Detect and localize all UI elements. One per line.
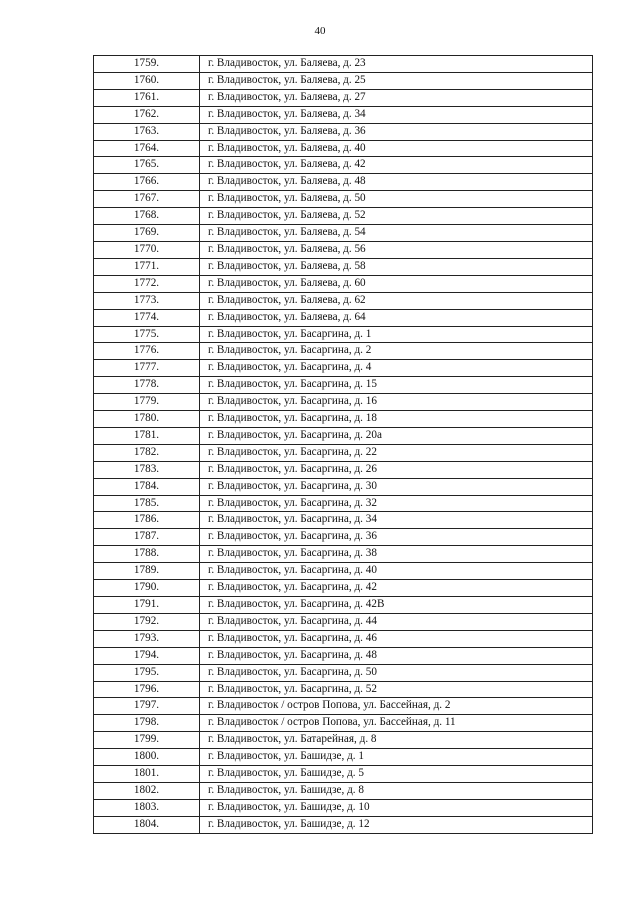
row-number: 1787. <box>94 529 200 546</box>
row-number: 1803. <box>94 799 200 816</box>
table-row <box>94 799 593 816</box>
row-address: г. Владивосток, ул. Басаргина, д. 16 <box>200 394 593 411</box>
row-address: г. Владивосток, ул. Басаргина, д. 44 <box>200 613 593 630</box>
row-address: г. Владивосток, ул. Басаргина, д. 50 <box>200 664 593 681</box>
table-row <box>94 72 593 89</box>
address-table-body <box>94 56 593 834</box>
table-row <box>94 749 593 766</box>
row-number: 1800. <box>94 749 200 766</box>
table-row <box>94 782 593 799</box>
row-number: 1784. <box>94 478 200 495</box>
row-number: 1773. <box>94 292 200 309</box>
table-row <box>94 681 593 698</box>
table-row <box>94 529 593 546</box>
table-row <box>94 461 593 478</box>
row-number: 1799. <box>94 732 200 749</box>
row-number: 1780. <box>94 411 200 428</box>
table-row <box>94 191 593 208</box>
row-address: г. Владивосток, ул. Баляева, д. 27 <box>200 89 593 106</box>
table-row <box>94 427 593 444</box>
row-address: г. Владивосток, ул. Басаргина, д. 34 <box>200 512 593 529</box>
table-row <box>94 546 593 563</box>
table-row <box>94 377 593 394</box>
table-row <box>94 512 593 529</box>
row-address: г. Владивосток, ул. Баляева, д. 58 <box>200 258 593 275</box>
row-number: 1762. <box>94 106 200 123</box>
row-number: 1794. <box>94 647 200 664</box>
row-address: г. Владивосток, ул. Башидзе, д. 1 <box>200 749 593 766</box>
row-address: г. Владивосток / остров Попова, ул. Бассейная, д. 2 <box>200 698 593 715</box>
table-row <box>94 326 593 343</box>
table-row <box>94 647 593 664</box>
row-number: 1802. <box>94 782 200 799</box>
table-row <box>94 478 593 495</box>
row-address: г. Владивосток, ул. Басаргина, д. 2 <box>200 343 593 360</box>
row-number: 1771. <box>94 258 200 275</box>
row-address: г. Владивосток, ул. Баляева, д. 40 <box>200 140 593 157</box>
table-row <box>94 258 593 275</box>
row-number: 1781. <box>94 427 200 444</box>
table-row <box>94 343 593 360</box>
table-row <box>94 664 593 681</box>
table-row <box>94 292 593 309</box>
row-address: г. Владивосток, ул. Баляева, д. 50 <box>200 191 593 208</box>
table-row <box>94 106 593 123</box>
row-number: 1795. <box>94 664 200 681</box>
table-row <box>94 444 593 461</box>
row-address: г. Владивосток, ул. Басаргина, д. 40 <box>200 563 593 580</box>
row-address: г. Владивосток, ул. Баляева, д. 48 <box>200 174 593 191</box>
row-address: г. Владивосток, ул. Басаргина, д. 42В <box>200 597 593 614</box>
row-address: г. Владивосток, ул. Баляева, д. 56 <box>200 241 593 258</box>
row-address: г. Владивосток, ул. Басаргина, д. 46 <box>200 630 593 647</box>
row-address: г. Владивосток, ул. Басаргина, д. 52 <box>200 681 593 698</box>
row-number: 1769. <box>94 225 200 242</box>
row-address: г. Владивосток, ул. Баляева, д. 25 <box>200 72 593 89</box>
row-number: 1767. <box>94 191 200 208</box>
row-number: 1765. <box>94 157 200 174</box>
row-number: 1761. <box>94 89 200 106</box>
row-number: 1792. <box>94 613 200 630</box>
row-address: г. Владивосток, ул. Басаргина, д. 42 <box>200 580 593 597</box>
table-row <box>94 225 593 242</box>
row-number: 1759. <box>94 56 200 73</box>
table-row <box>94 411 593 428</box>
table-row <box>94 140 593 157</box>
row-number: 1766. <box>94 174 200 191</box>
row-number: 1793. <box>94 630 200 647</box>
row-address: г. Владивосток, ул. Баляева, д. 62 <box>200 292 593 309</box>
row-number: 1782. <box>94 444 200 461</box>
row-address: г. Владивосток, ул. Басаргина, д. 32 <box>200 495 593 512</box>
row-number: 1764. <box>94 140 200 157</box>
row-number: 1790. <box>94 580 200 597</box>
row-number: 1777. <box>94 360 200 377</box>
row-number: 1783. <box>94 461 200 478</box>
row-number: 1786. <box>94 512 200 529</box>
table-row <box>94 563 593 580</box>
row-number: 1801. <box>94 766 200 783</box>
row-number: 1768. <box>94 208 200 225</box>
row-number: 1796. <box>94 681 200 698</box>
address-table <box>93 55 593 834</box>
table-row <box>94 597 593 614</box>
row-address: г. Владивосток, ул. Баляева, д. 64 <box>200 309 593 326</box>
row-address: г. Владивосток, ул. Баляева, д. 54 <box>200 225 593 242</box>
row-address: г. Владивосток, ул. Башидзе, д. 12 <box>200 816 593 833</box>
row-address: г. Владивосток, ул. Башидзе, д. 5 <box>200 766 593 783</box>
row-number: 1788. <box>94 546 200 563</box>
row-address: г. Владивосток, ул. Басаргина, д. 15 <box>200 377 593 394</box>
row-number: 1797. <box>94 698 200 715</box>
row-number: 1789. <box>94 563 200 580</box>
row-address: г. Владивосток, ул. Басаргина, д. 20а <box>200 427 593 444</box>
table-row <box>94 394 593 411</box>
table-row <box>94 208 593 225</box>
row-address: г. Владивосток, ул. Баляева, д. 34 <box>200 106 593 123</box>
table-row <box>94 495 593 512</box>
table-row <box>94 698 593 715</box>
row-address: г. Владивосток, ул. Басаргина, д. 38 <box>200 546 593 563</box>
row-number: 1775. <box>94 326 200 343</box>
row-address: г. Владивосток, ул. Басаргина, д. 22 <box>200 444 593 461</box>
row-number: 1763. <box>94 123 200 140</box>
table-row <box>94 715 593 732</box>
row-number: 1798. <box>94 715 200 732</box>
row-address: г. Владивосток, ул. Баляева, д. 42 <box>200 157 593 174</box>
row-number: 1774. <box>94 309 200 326</box>
table-row <box>94 580 593 597</box>
table-row <box>94 630 593 647</box>
table-row <box>94 309 593 326</box>
row-address: г. Владивосток, ул. Баляева, д. 52 <box>200 208 593 225</box>
table-row <box>94 89 593 106</box>
table-row <box>94 123 593 140</box>
row-address: г. Владивосток, ул. Басаргина, д. 26 <box>200 461 593 478</box>
row-address: г. Владивосток, ул. Баляева, д. 36 <box>200 123 593 140</box>
row-address: г. Владивосток, ул. Басаргина, д. 48 <box>200 647 593 664</box>
table-row <box>94 360 593 377</box>
row-address: г. Владивосток, ул. Баляева, д. 60 <box>200 275 593 292</box>
row-address: г. Владивосток / остров Попова, ул. Бассейная, д. 11 <box>200 715 593 732</box>
row-address: г. Владивосток, ул. Басаргина, д. 30 <box>200 478 593 495</box>
row-address: г. Владивосток, ул. Басаргина, д. 4 <box>200 360 593 377</box>
row-number: 1779. <box>94 394 200 411</box>
table-row <box>94 613 593 630</box>
row-number: 1804. <box>94 816 200 833</box>
table-row <box>94 157 593 174</box>
table-row <box>94 174 593 191</box>
table-row <box>94 275 593 292</box>
row-address: г. Владивосток, ул. Башидзе, д. 8 <box>200 782 593 799</box>
row-address: г. Владивосток, ул. Басаргина, д. 1 <box>200 326 593 343</box>
row-address: г. Владивосток, ул. Башидзе, д. 10 <box>200 799 593 816</box>
row-number: 1760. <box>94 72 200 89</box>
row-address: г. Владивосток, ул. Баляева, д. 23 <box>200 56 593 73</box>
row-address: г. Владивосток, ул. Басаргина, д. 36 <box>200 529 593 546</box>
page-number: 40 <box>314 25 326 37</box>
row-number: 1791. <box>94 597 200 614</box>
row-number: 1772. <box>94 275 200 292</box>
table-row <box>94 766 593 783</box>
table-row <box>94 241 593 258</box>
row-number: 1785. <box>94 495 200 512</box>
row-number: 1778. <box>94 377 200 394</box>
row-address: г. Владивосток, ул. Батарейная, д. 8 <box>200 732 593 749</box>
row-address: г. Владивосток, ул. Басаргина, д. 18 <box>200 411 593 428</box>
row-number: 1776. <box>94 343 200 360</box>
row-number: 1770. <box>94 241 200 258</box>
table-row <box>94 732 593 749</box>
table-row <box>94 56 593 73</box>
table-row <box>94 816 593 833</box>
